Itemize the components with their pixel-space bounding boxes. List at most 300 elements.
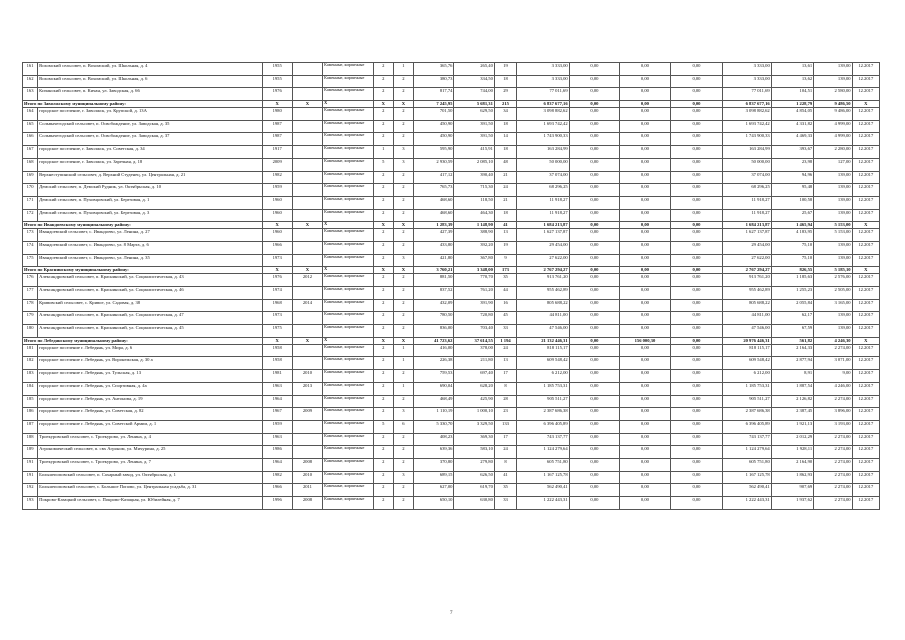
cell-f1: 0,00: [569, 420, 620, 433]
cell-date: 12.2017: [852, 75, 879, 88]
cell-own: 3 098 882,62: [723, 108, 772, 121]
cell-total: 609 548,42: [517, 357, 570, 370]
cell-addr: Александровский сельсовет, п. Краснинский, ул. Социалистическая, д. 45: [38, 325, 262, 338]
cell-own: 743 137,77: [723, 433, 772, 446]
cell-addr: Большепоповский сельсовет, с. Большое Попово, ул. Центральная усадьба, д. 31: [38, 484, 262, 497]
cell-y1: Х: [262, 222, 292, 229]
cell-a1: 817,74: [414, 88, 454, 101]
cell-total: 905 511,27: [517, 395, 570, 408]
cell-no: 187: [23, 420, 38, 433]
cell-lim: 2 274,00: [814, 446, 852, 459]
table-row: [23, 395, 880, 408]
cell-wall: Каменные, кирпичные: [323, 299, 374, 312]
cell-total: 44 811,00: [517, 312, 570, 325]
cell-lim: 2 280,00: [814, 146, 852, 159]
cell-lim: 127,00: [814, 158, 852, 171]
cell-no: 170: [23, 184, 38, 197]
cell-f1: 0,00: [569, 274, 620, 287]
cell-addr: городское поселение г. Лебедянь, ул. Мира, д. 6: [38, 344, 262, 357]
cell-no: 173: [23, 229, 38, 242]
cell-date: 12.2017: [852, 146, 879, 159]
cell-total: 6 837 677,16: [517, 101, 570, 108]
cell-a2: 367,80: [454, 254, 494, 267]
cell-y1: 1968: [262, 299, 292, 312]
cell-cost: 1 887,54: [771, 382, 813, 395]
cell-own: 37 074,00: [723, 171, 772, 184]
cell-total: 1 222 443,31: [517, 497, 570, 510]
cell-y2: 2010: [292, 370, 322, 383]
cell-y1: 1974: [262, 287, 292, 300]
cell-addr: Покрово-Казацкий сельсовет, с. Покрово-Казацкая, ул. Юбилейная, д. 7: [38, 497, 262, 510]
cell-date: 12.2017: [852, 408, 879, 421]
cell-own: 44 811,00: [723, 312, 772, 325]
cell-cost: 13,62: [771, 75, 813, 88]
cell-f2: 0,00: [620, 446, 671, 459]
cell-no: 162: [23, 75, 38, 88]
cell-a2: 211,80: [454, 357, 494, 370]
cell-y2: 2008: [292, 497, 322, 510]
cell-lim: 3 193,00: [814, 420, 852, 433]
cell-wall: Каменные, кирпичные: [323, 254, 374, 267]
cell-ppl: 16: [494, 299, 516, 312]
cell-cost: 2 164,33: [771, 344, 813, 357]
cell-total: 1 167 125,78: [517, 471, 570, 484]
page-number: 7: [450, 611, 453, 616]
cell-date: Х: [852, 101, 879, 108]
cell-wall: Каменные, кирпичные: [323, 120, 374, 133]
cell-f2: 0,00: [620, 408, 671, 421]
cell-own: 955 462,89: [723, 287, 772, 300]
cell-cost: 67,59: [771, 325, 813, 338]
cell-own: 50 000,00: [723, 158, 772, 171]
cell-addr: Сольвычегодский сельсовет, п. Освобождение, ул. Заводская, д. 37: [38, 133, 262, 146]
cell-wall: Каменные, кирпичные: [323, 229, 374, 242]
cell-cost: 2 126,82: [771, 395, 813, 408]
cell-addr: Кривовский сельсовет, с. Кривое, ул. Садовая, д. 38: [38, 299, 262, 312]
cell-f3: 0,00: [670, 274, 723, 287]
cell-fl: 2: [373, 299, 393, 312]
cell-y2: [292, 287, 322, 300]
cell-fl: 2: [373, 108, 393, 121]
cell-own: 1 627 137,87: [723, 229, 772, 242]
cell-own: 805 688,22: [723, 299, 772, 312]
cell-a1: 780,50: [414, 312, 454, 325]
cell-cost: 2 164,90: [771, 458, 813, 471]
cell-a1: 639,36: [414, 446, 454, 459]
cell-fl: 2: [373, 229, 393, 242]
cell-fl: 2: [373, 408, 393, 421]
cell-y2: [292, 146, 322, 159]
cell-y1: 1967: [262, 408, 292, 421]
cell-fl: 2: [373, 357, 393, 370]
cell-f3: 0,00: [670, 101, 723, 108]
cell-fl: 2: [373, 370, 393, 383]
cell-f3: 0,00: [670, 287, 723, 300]
cell-ppl: 9: [494, 254, 516, 267]
cell-addr: Кичанский сельсовет, п. Кичан, ул. Заводская, д. 66: [38, 88, 262, 101]
cell-no: 192: [23, 484, 38, 497]
table-row: [23, 408, 880, 421]
cell-en: 2: [393, 133, 413, 146]
cell-ppl: 173: [494, 267, 516, 274]
cell-y2: Х: [292, 267, 322, 274]
cell-y1: 1917: [262, 146, 292, 159]
cell-wall: Каменные, кирпичные: [323, 241, 374, 254]
cell-fl: 2: [373, 433, 393, 446]
cell-lim: 9,00: [814, 370, 852, 383]
cell-no: 191: [23, 458, 38, 471]
cell-a1: 468,49: [414, 395, 454, 408]
cell-ppl: 19: [494, 63, 516, 76]
cell-f1: 0,00: [569, 241, 620, 254]
cell-a1: 450,90: [414, 120, 454, 133]
cell-total: 1 743 900,33: [517, 133, 570, 146]
cell-f1: 0,00: [569, 120, 620, 133]
cell-own: 1 743 900,33: [723, 133, 772, 146]
cell-own: 47 546,00: [723, 325, 772, 338]
cell-addr: Демский сельсовет, п. Пуховцовский, ул. Березовая, д. 1: [38, 196, 262, 209]
cell-f1: 0,00: [569, 171, 620, 184]
table-row: [23, 274, 880, 287]
cell-a1: 450,90: [414, 133, 454, 146]
cell-f3: 0,00: [670, 171, 723, 184]
cell-cost: 826,55: [771, 267, 813, 274]
cell-a1: 370,80: [414, 458, 454, 471]
cell-y2: [292, 133, 322, 146]
cell-f2: 0,00: [620, 370, 671, 383]
cell-a1: 836,00: [414, 325, 454, 338]
cell-y2: Х: [292, 222, 322, 229]
cell-f2: 0,00: [620, 88, 671, 101]
cell-f2: 156 000,30: [620, 337, 671, 344]
cell-date: 12.2017: [852, 471, 879, 484]
cell-f2: 0,00: [620, 458, 671, 471]
cell-ppl: 41: [494, 222, 516, 229]
cell-y2: [292, 75, 322, 88]
cell-a1: 365,76: [414, 63, 454, 76]
cell-own: 609 548,42: [723, 357, 772, 370]
cell-date: 12.2017: [852, 209, 879, 222]
cell-y2: [292, 229, 322, 242]
cell-f2: 0,00: [620, 344, 671, 357]
cell-en: 1: [393, 357, 413, 370]
cell-y2: [292, 171, 322, 184]
cell-f2: 0,00: [620, 133, 671, 146]
cell-date: Х: [852, 222, 879, 229]
cell-y1: 1964: [262, 458, 292, 471]
cell-cost: 1 228,79: [771, 101, 813, 108]
cell-a2: 626,50: [454, 471, 494, 484]
cell-own: 3 333,00: [723, 75, 772, 88]
cell-date: 12.2017: [852, 420, 879, 433]
cell-own: 818 115,17: [723, 344, 772, 357]
table-row: [23, 458, 880, 471]
cell-cost: 2 012,29: [771, 433, 813, 446]
cell-total: 21 132 446,31: [517, 337, 570, 344]
cell-lim: 2 274,00: [814, 395, 852, 408]
cell-f3: 0,00: [670, 254, 723, 267]
cell-no: 174: [23, 241, 38, 254]
cell-cost: 75,10: [771, 241, 813, 254]
cell-en: 2: [393, 497, 413, 510]
cell-wall: Каменные, кирпичные: [323, 420, 374, 433]
cell-no: 185: [23, 395, 38, 408]
cell-cost: 1 921,13: [771, 420, 813, 433]
cell-addr: городское поселение г. Лебедянь, ул. Антонова, д. 19: [38, 395, 262, 408]
cell-no: 189: [23, 446, 38, 459]
cell-f2: 0,00: [620, 146, 671, 159]
cell-f3: 0,00: [670, 146, 723, 159]
cell-f2: 0,00: [620, 274, 671, 287]
cell-y1: 1996: [262, 497, 292, 510]
cell-lim: 5 185,10: [814, 267, 852, 274]
cell-f2: 0,00: [620, 196, 671, 209]
cell-y2: [292, 88, 322, 101]
cell-fl: 5: [373, 158, 393, 171]
cell-wall: Каменные, кирпичные: [323, 287, 374, 300]
cell-a1: 7 245,95: [414, 101, 454, 108]
cell-a2: 629,50: [454, 108, 494, 121]
cell-lim: 139,00: [814, 241, 852, 254]
cell-en: 1: [393, 63, 413, 76]
table-row: [23, 287, 880, 300]
cell-f2: 0,00: [620, 312, 671, 325]
cell-f3: 0,00: [670, 471, 723, 484]
cell-a2: 761,20: [454, 287, 494, 300]
cell-lim: 4 246,00: [814, 382, 852, 395]
cell-addr: городское поселение, г. Заволжск, ул. Советская, д. 34: [38, 146, 262, 159]
cell-no: 176: [23, 274, 38, 287]
cell-ppl: 45: [494, 312, 516, 325]
table-row: [23, 209, 880, 222]
cell-cost: 2 055,84: [771, 299, 813, 312]
cell-total: 1 124 279,64: [517, 446, 570, 459]
cell-lim: 139,00: [814, 75, 852, 88]
cell-no: 186: [23, 408, 38, 421]
table-row: [23, 344, 880, 357]
cell-cost: 13,61: [771, 63, 813, 76]
cell-cost: 95,48: [771, 184, 813, 197]
cell-a1: 1 110,19: [414, 408, 454, 421]
cell-en: 2: [393, 108, 413, 121]
cell-f2: 0,00: [620, 120, 671, 133]
cell-y2: [292, 395, 322, 408]
table-row: [23, 370, 880, 383]
cell-fl: 2: [373, 274, 393, 287]
cell-f3: 0,00: [670, 344, 723, 357]
cell-own: 1 185 753,31: [723, 382, 772, 395]
cell-y1: 1955: [262, 75, 292, 88]
cell-own: 3 333,00: [723, 63, 772, 76]
cell-wall: Каменные, кирпичные: [323, 325, 374, 338]
cell-f3: 0,00: [670, 209, 723, 222]
cell-ppl: 35: [494, 274, 516, 287]
cell-f1: 0,00: [569, 108, 620, 121]
cell-lim: 2 274,00: [814, 484, 852, 497]
cell-wall: Каменные, кирпичные: [323, 312, 374, 325]
cell-fl: 2: [373, 312, 393, 325]
cell-ppl: 21: [494, 171, 516, 184]
cell-en: 2: [393, 312, 413, 325]
cell-y2: [292, 63, 322, 76]
cell-ppl: 18: [494, 209, 516, 222]
district-total-row: [23, 267, 880, 274]
district-total-row: [23, 337, 880, 344]
table-row: [23, 325, 880, 338]
cell-en: Х: [393, 222, 413, 229]
total-label: Итого по Заволжскому муниципальному району:: [23, 101, 263, 108]
cell-f2: 0,00: [620, 108, 671, 121]
cell-own: 2 387 686,38: [723, 408, 772, 421]
cell-addr: городское поселение г. Лебедянь, ул. Тульская, д. 13: [38, 370, 262, 383]
cell-cost: 393,67: [771, 146, 813, 159]
cell-lim: 9 486,00: [814, 108, 852, 121]
table-row: [23, 171, 880, 184]
cell-f3: 0,00: [670, 222, 723, 229]
cell-total: 913 761,20: [517, 274, 570, 287]
cell-a2: 2 085,10: [454, 158, 494, 171]
cell-total: 6 212,00: [517, 370, 570, 383]
table-row: [23, 88, 880, 101]
cell-total: 68 296,25: [517, 184, 570, 197]
cell-addr: Троекуровский сельсовет, с. Троекурово, ул. Ленина, д. 7: [38, 458, 262, 471]
cell-date: 12.2017: [852, 357, 879, 370]
cell-lim: 2 274,00: [814, 458, 852, 471]
cell-f1: 0,00: [569, 101, 620, 108]
cell-en: 3: [393, 471, 413, 484]
cell-wall: Х: [323, 222, 374, 229]
cell-date: 12.2017: [852, 108, 879, 121]
cell-a2: 703,40: [454, 325, 494, 338]
cell-ppl: 35: [494, 484, 516, 497]
cell-en: 2: [393, 484, 413, 497]
cell-total: 50 000,00: [517, 158, 570, 171]
cell-fl: 2: [373, 120, 393, 133]
cell-addr: Верхнеступинский сельсовет, д. Верхний Студенец, ул. Центральная, д. 21: [38, 171, 262, 184]
cell-total: 11 918,27: [517, 209, 570, 222]
cell-ppl: 41: [494, 471, 516, 484]
cell-addr: городское поселение, г. Заволжск, ул. Заречная, д. 18: [38, 158, 262, 171]
cell-y1: 1959: [262, 184, 292, 197]
cell-f3: 0,00: [670, 75, 723, 88]
cell-no: 184: [23, 382, 38, 395]
cell-addr: Ивандоевский сельсовет, с. Ивандоево, ул. 8 Марта, д. 6: [38, 241, 262, 254]
cell-a2: 619,70: [454, 484, 494, 497]
cell-a2: 334,50: [454, 75, 494, 88]
cell-f1: 0,00: [569, 408, 620, 421]
cell-cost: 4 331,82: [771, 120, 813, 133]
cell-y2: [292, 196, 322, 209]
cell-en: 2: [393, 325, 413, 338]
table-row: [23, 471, 880, 484]
cell-y1: 1986: [262, 446, 292, 459]
cell-f1: 0,00: [569, 370, 620, 383]
cell-own: 905 511,27: [723, 395, 772, 408]
cell-f1: 0,00: [569, 382, 620, 395]
cell-date: 12.2017: [852, 120, 879, 133]
cell-lim: 139,00: [814, 171, 852, 184]
cell-en: 1: [393, 382, 413, 395]
cell-en: 3: [393, 158, 413, 171]
table-row: [23, 63, 880, 76]
cell-a2: 391,50: [454, 120, 494, 133]
cell-lim: 139,00: [814, 196, 852, 209]
cell-fl: 2: [373, 88, 393, 101]
cell-f3: 0,00: [670, 133, 723, 146]
cell-a1: 2 930,59: [414, 158, 454, 171]
cell-y2: [292, 325, 322, 338]
cell-ppl: 24: [494, 184, 516, 197]
table-row: [23, 133, 880, 146]
cell-cost: 561,82: [771, 337, 813, 344]
cell-lim: 2 274,00: [814, 471, 852, 484]
total-label: Итого по Краснинскому муниципальному району:: [23, 267, 263, 274]
cell-date: 12.2017: [852, 241, 879, 254]
cell-a1: 837,52: [414, 287, 454, 300]
cell-f3: 0,00: [670, 458, 723, 471]
cell-fl: Х: [373, 267, 393, 274]
cell-a1: 408,23: [414, 433, 454, 446]
cell-lim: 2 505,00: [814, 287, 852, 300]
table-row: [23, 299, 880, 312]
cell-en: Х: [393, 101, 413, 108]
cell-date: 12.2017: [852, 382, 879, 395]
cell-f1: 0,00: [569, 254, 620, 267]
cell-y1: 1960: [262, 209, 292, 222]
cell-a1: 433,80: [414, 241, 454, 254]
cell-fl: 2: [373, 395, 393, 408]
cell-date: 12.2017: [852, 184, 879, 197]
cell-cost: 1 255,23: [771, 287, 813, 300]
cell-f1: 0,00: [569, 196, 620, 209]
table-row: [23, 108, 880, 121]
table-row: [23, 229, 880, 242]
cell-total: 29 454,00: [517, 241, 570, 254]
cell-cost: 4 469,33: [771, 133, 813, 146]
table-row: [23, 75, 880, 88]
cell-own: 6 212,00: [723, 370, 772, 383]
cell-en: 3: [393, 254, 413, 267]
cell-wall: Каменные, кирпичные: [323, 357, 374, 370]
cell-wall: Каменные, кирпичные: [323, 458, 374, 471]
cell-fl: 2: [373, 471, 393, 484]
cell-a2: 464,30: [454, 209, 494, 222]
cell-total: 818 115,17: [517, 344, 570, 357]
cell-ppl: 133: [494, 420, 516, 433]
cell-a1: 689,15: [414, 471, 454, 484]
cell-f3: 0,00: [670, 433, 723, 446]
cell-addr: Демский сельсовет, п. Демский Рудник, ул. Октябрьская, д. 10: [38, 184, 262, 197]
cell-a1: 595,90: [414, 146, 454, 159]
cell-lim: 3 165,00: [814, 299, 852, 312]
cell-total: 562 490,41: [517, 484, 570, 497]
cell-a1: 427,39: [414, 229, 454, 242]
cell-addr: Александровский сельсовет, п. Краснинский, ул. Социалистическая, д. 43: [38, 274, 262, 287]
cell-a1: 759,53: [414, 370, 454, 383]
cell-own: 11 918,27: [723, 196, 772, 209]
cell-wall: Каменные, кирпичные: [323, 196, 374, 209]
cell-no: 169: [23, 171, 38, 184]
cell-total: 1 627 137,87: [517, 229, 570, 242]
cell-f1: 0,00: [569, 497, 620, 510]
cell-en: 2: [393, 241, 413, 254]
cell-en: 2: [393, 274, 413, 287]
cell-lim: 5 153,00: [814, 222, 852, 229]
total-label: Итого по Ивандоевскому муниципальному району:: [23, 222, 263, 229]
cell-total: 743 137,77: [517, 433, 570, 446]
cell-addr: Александровский сельсовет, п. Краснинский, ул. Социалистическая, д. 47: [38, 312, 262, 325]
cell-a2: 378,00: [454, 344, 494, 357]
